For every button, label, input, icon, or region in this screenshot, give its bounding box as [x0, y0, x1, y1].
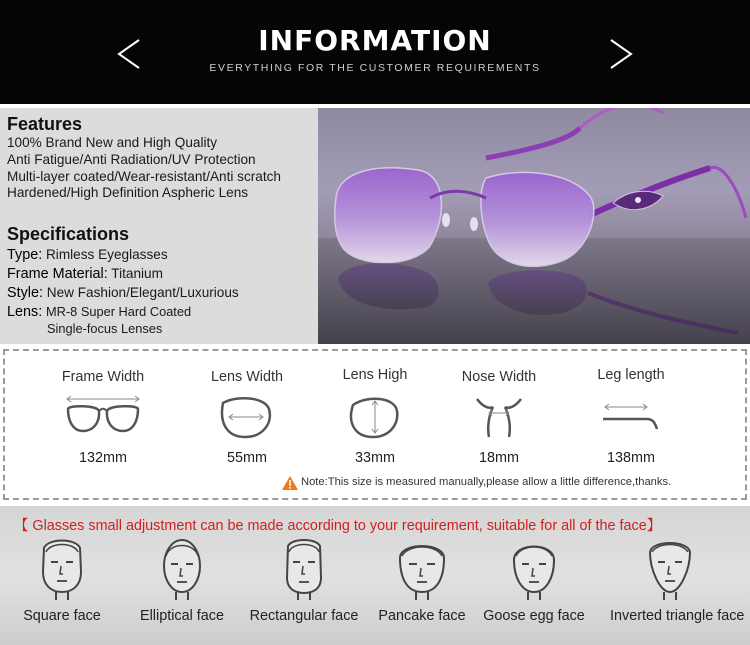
measurement-label: Lens High: [342, 367, 408, 383]
lens-high-icon: [335, 393, 415, 441]
header-banner: [0, 0, 750, 104]
square-face-icon: [34, 536, 90, 602]
spec-type-value: Rimless Eyeglasses: [45, 247, 168, 262]
face-shapes-panel: [0, 506, 750, 645]
spec-lens-label: Lens:: [7, 304, 43, 320]
lens-width-icon: [207, 393, 287, 441]
faces-title: 【 Glasses small adjustment can be made according to your requirement, suitable for all of the face】: [14, 518, 662, 534]
page-title: INFORMATION: [258, 24, 492, 57]
product-photo: [318, 108, 750, 344]
spec-lens-value-1: MR-8 Super Hard Coated: [46, 304, 192, 319]
chevron-right-icon[interactable]: [607, 36, 635, 72]
spec-style-value: New Fashion/Elegant/Luxurious: [46, 285, 239, 300]
measurement-note: Note:This size is measured manually,please allow a little difference,thanks.: [301, 476, 672, 488]
rectangular-face-icon: [276, 536, 332, 602]
pancake-face-icon: [394, 536, 450, 602]
frame-width-icon: [63, 393, 143, 441]
eyeglasses-illustration: [318, 108, 750, 344]
features-heading: Features: [7, 114, 83, 134]
measurement-value: 138mm: [607, 450, 655, 466]
feature-line: Hardened/High Definition Aspheric Lens: [7, 185, 249, 200]
goose-egg-face-icon: [506, 536, 562, 602]
warning-icon: [281, 475, 299, 491]
spec-type: [7, 247, 168, 263]
face-label: Goose egg face: [483, 608, 585, 624]
spec-frame-label: Frame Material:: [7, 266, 108, 282]
feature-line: Anti Fatigue/Anti Radiation/UV Protection: [7, 152, 256, 167]
spec-frame: [7, 266, 163, 282]
spec-lens: [7, 304, 191, 320]
spec-frame-value: Titanium: [111, 266, 163, 281]
measurement-label: Lens Width: [211, 369, 283, 385]
face-label: Square face: [23, 608, 101, 624]
measurement-label: Frame Width: [61, 369, 145, 385]
feature-line: 100% Brand New and High Quality: [7, 135, 218, 150]
spec-lens-value-2: Single-focus Lenses: [47, 321, 163, 336]
spec-style-label: Style:: [7, 285, 43, 301]
measurement-value: 132mm: [79, 450, 127, 466]
face-label: Inverted triangle face: [610, 608, 745, 624]
leg-length-icon: [591, 393, 671, 441]
feature-line: Multi-layer coated/Wear-resistant/Anti scratch: [7, 169, 281, 184]
spec-style: [7, 285, 239, 301]
face-label: Elliptical face: [140, 608, 224, 624]
measurement-value: 18mm: [479, 450, 519, 466]
measurement-label: Nose Width: [461, 369, 537, 385]
info-panel: [0, 108, 318, 344]
elliptical-face-icon: [154, 536, 210, 602]
specifications-heading: Specifications: [7, 224, 130, 244]
measurement-label: Leg length: [597, 367, 665, 383]
face-label: Rectangular face: [249, 608, 359, 624]
page-subtitle: EVERYTHING FOR THE CUSTOMER REQUIREMENTS: [209, 62, 541, 74]
inverted-triangle-face-icon: [642, 536, 698, 602]
nose-width-icon: [459, 393, 539, 441]
face-label: Pancake face: [378, 608, 466, 624]
measurements-panel: [3, 349, 747, 500]
spec-type-label: Type:: [7, 247, 43, 263]
measurement-value: 33mm: [355, 450, 395, 466]
measurement-value: 55mm: [227, 450, 267, 466]
